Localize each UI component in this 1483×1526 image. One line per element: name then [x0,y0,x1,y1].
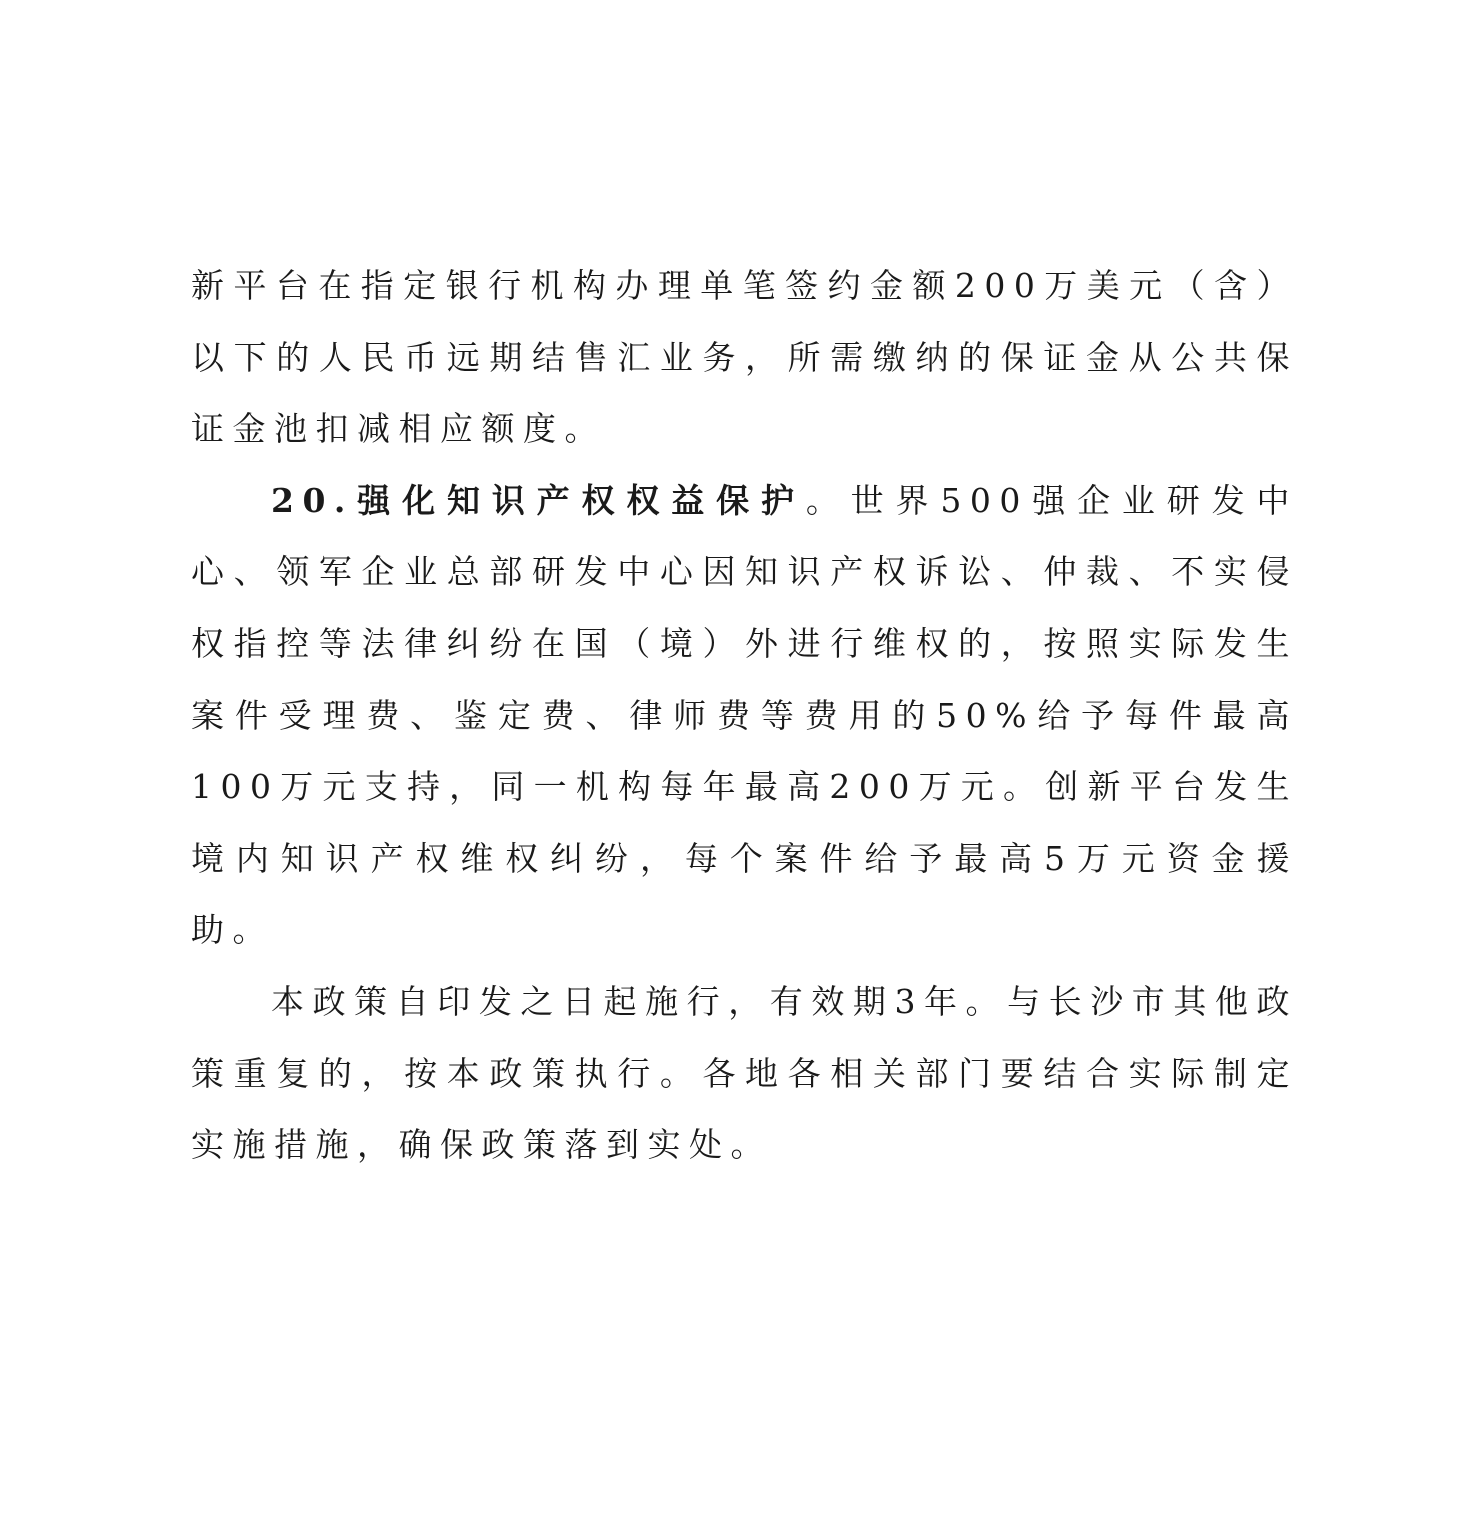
paragraph-article-20 [191,465,1298,966]
paragraph-effective-date [191,966,1298,1181]
paragraph-continuation [191,250,1298,465]
article-heading: 20.强化知识产权权益保护 [271,480,806,520]
document-body [191,250,1298,1181]
paragraph-text: 。世界500强企业研发中心、领军企业总部研发中心因知识产权诉讼、仲裁、不实侵权指控等法律纠纷在国（境）外进行维权的，按照实际发生案件受理费、鉴定费、律师费等费用的50%给予每件最高100万元支持，同一机构每年最高200万元。创新平台发生境内知识产权维权纠纷，每个案件给予最高5万元资金援助。 [191,480,1298,950]
paragraph-text: 本政策自印发之日起施行，有效期3年。与长沙市其他政策重复的，按本政策执行。各地各相关部门要结合实际制定实施措施，确保政策落到实处。 [191,981,1298,1165]
paragraph-text: 新平台在指定银行机构办理单笔签约金额200万美元（含）以下的人民币远期结售汇业务，所需缴纳的保证金从公共保证金池扣减相应额度。 [191,266,1298,449]
